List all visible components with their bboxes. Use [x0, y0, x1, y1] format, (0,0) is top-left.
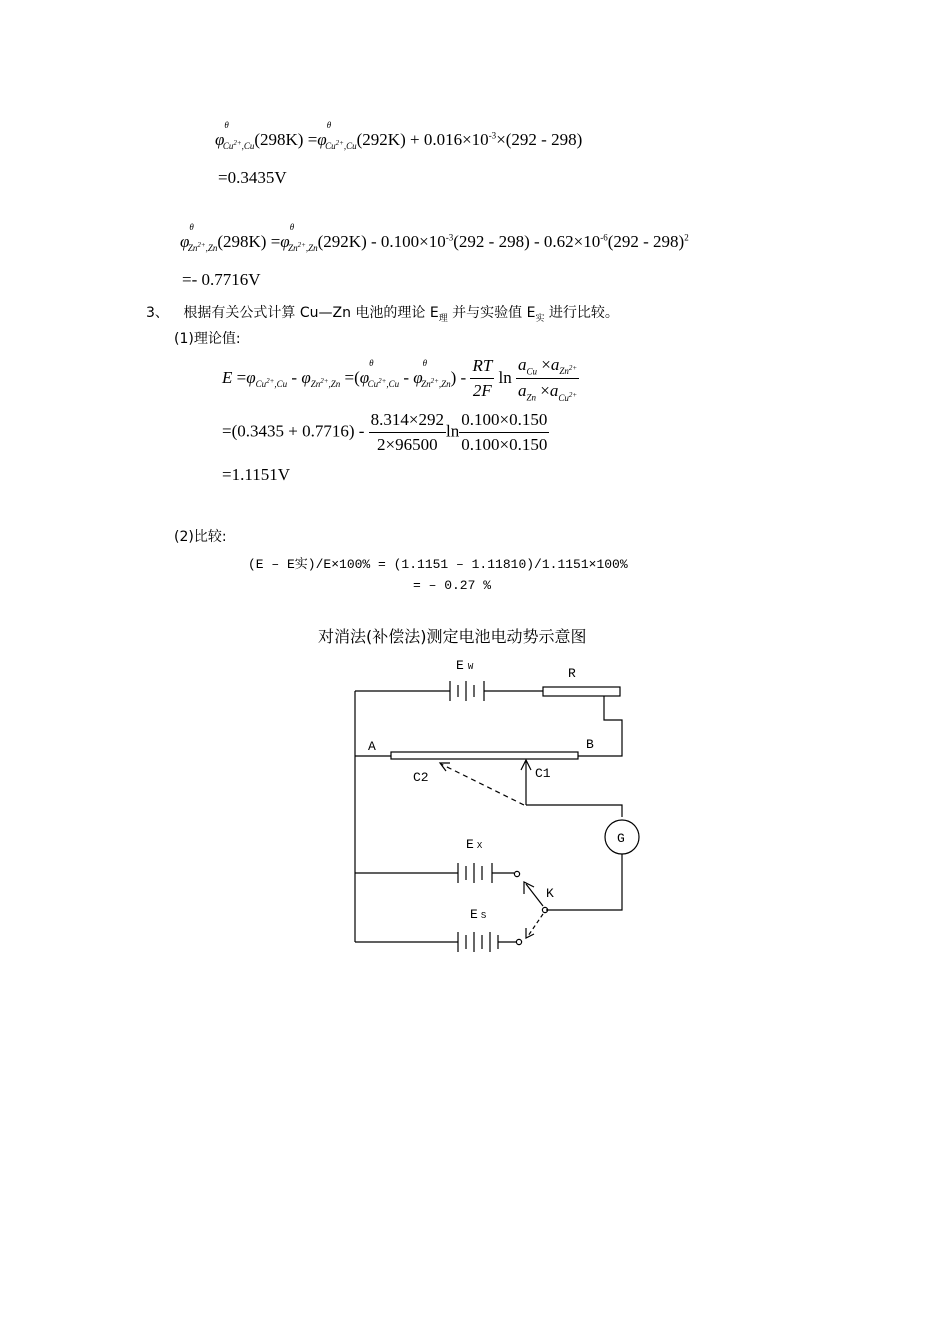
compare-label: (2)比较:: [174, 529, 227, 545]
step-text-b: 并与实验值 E: [447, 305, 536, 321]
temp-298: (298K): [217, 232, 267, 251]
phi-symbol: φ: [317, 130, 327, 149]
theory-sum: =(0.3435 + 0.7716) -: [222, 421, 365, 441]
contact-c2-arrowhead: [440, 763, 450, 771]
eq-zn-exponent-3: 2: [684, 232, 689, 243]
eq-zn-third-term: (292 - 298): [607, 232, 685, 251]
step-text-a: 根据有关公式计算 Cu—Zn 电池的理论 E: [183, 305, 439, 321]
terminal-ex: [514, 871, 519, 876]
phi-symbol: φ: [215, 130, 225, 149]
label-r: R: [568, 666, 576, 681]
equation-zn-standard-potential: $\varphi^\theta_{Zn^{2+},Zn}(298K) =\varphi^\theta_{Zn^{2+},Zn}(292K) - 0.100\times 10^{-3}(292 - 298) - 0.62\times 10^{-6}(292 - 298)^2$: [180, 222, 689, 254]
label-c1: C1: [535, 766, 551, 781]
theory-label: (1)理论值:: [174, 331, 241, 347]
diagram-title: 对消法(补偿法)测定电池电动势示意图: [318, 627, 587, 646]
eq-cu-exponent: -3: [488, 130, 497, 141]
equation-zn-result: =- 0.7716V: [182, 270, 261, 289]
temp-298: (298K): [254, 130, 304, 149]
theory-result: =1.1151V: [222, 465, 290, 484]
terminal-es: [516, 939, 521, 944]
temp-292: (292K): [317, 232, 367, 251]
label-a: A: [368, 739, 376, 754]
ln-symbol: ln: [446, 421, 460, 441]
rt-over-2f: $\frac{RT}{2F}$: [472, 356, 493, 401]
label-ex: E X: [466, 837, 483, 852]
compare-line-1: (E – E实)/E×100% = (1.1151 – 1.11810)/1.1151×100%: [248, 557, 628, 572]
slide-wire-ab: [391, 752, 578, 759]
switch-k-dashed: [528, 914, 543, 936]
resistor-r: [543, 687, 620, 696]
activity-value-den: 0.100×0.150: [461, 435, 548, 454]
eq-zn-coefficient: - 0.100×10: [371, 232, 446, 251]
eq-zn-exponent-1: -3: [445, 232, 454, 243]
switch-k-arm: [526, 884, 543, 906]
step-sub-theory: 理: [438, 313, 448, 324]
step-number: 3、: [146, 305, 169, 321]
step-text-c: 进行比较。: [544, 305, 619, 321]
eq-zn-exponent-2: -6: [600, 232, 608, 243]
compare-line-2: = – 0.27 %: [413, 578, 492, 593]
label-c2: C2: [413, 770, 429, 785]
rt-value-num: 8.314×292: [369, 410, 446, 433]
eq-cu-coefficient: + 0.016×10: [410, 130, 489, 149]
label-b: B: [586, 737, 594, 752]
wire-r-to-b: [578, 696, 622, 756]
label-k: K: [546, 886, 554, 901]
label-es: E S: [470, 907, 487, 922]
wire-g-to-k: [546, 854, 622, 910]
label-g: G: [617, 831, 625, 846]
eq-cu-delta-t: ×(292 - 298): [496, 130, 583, 149]
equation-cu-standard-potential: $\varphi^\theta_{Cu^{2+},Cu}(298K) =\varphi^\theta_{Cu^{2+},Cu}(292K) + 0.016\times 10^{-3}\times(292 - 298)$: [215, 120, 583, 152]
activity-ratio: $\frac{a_{Cu} \times a_{Zn^{2+}}}{a_{Zn} \times a_{Cu^{2+}}}$: [518, 355, 578, 403]
phi-symbol: φ: [280, 232, 290, 251]
eq-zn-second-term: (292 - 298) - 0.62×10: [453, 232, 601, 251]
wire-c1-to-g: [526, 805, 622, 817]
rt-value-den: 2×96500: [377, 435, 438, 454]
phi-symbol: φ: [180, 232, 190, 251]
activity-value-num: 0.100×0.150: [459, 410, 549, 433]
step-sub-experimental: 实: [535, 313, 545, 324]
nernst-equation: $E =\varphi_{Cu^{2+},Cu} - \varphi_{Zn^{2+},Zn} =(\varphi^\theta_{Cu^{2+},Cu} - \varphi^\theta_{Zn^{2+},Zn})$ - $\frac{RT}{2F}$ ln $\frac{a_{Cu} \times a_{Zn^{2+}}}{a_{Zn} \times a_{Cu^{2+}}}$: [222, 355, 578, 403]
label-ew: E W: [456, 658, 474, 673]
dashed-c2-path: [441, 764, 524, 805]
equation-cu-result: =0.3435V: [218, 168, 287, 187]
temp-292: (292K): [356, 130, 406, 149]
